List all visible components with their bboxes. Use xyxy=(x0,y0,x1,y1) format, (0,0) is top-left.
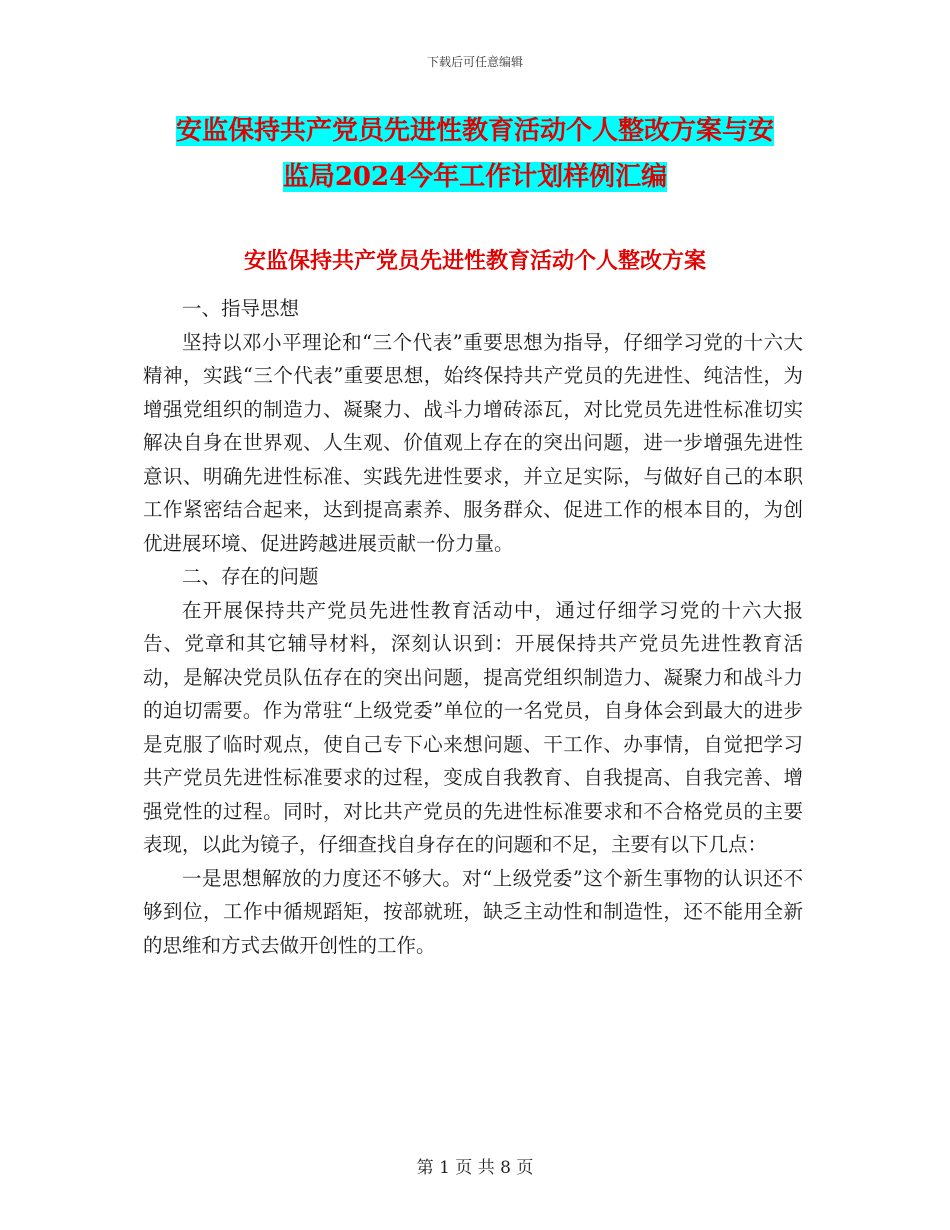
heading-guiding-thought: 一、指导思想 xyxy=(182,297,300,320)
paragraph: 在开展保持共产党员先进性教育活动中，通过仔细学习党的十六大报告、党章和其它辅导材料，深刻认识到：开展保持共产党员先进性教育活动，是解决党员队伍存在的突出问题，提高党组织制造力、凝聚力和战斗力的迫切需要。作为常驻“上级党委”单位的一名党员，自身体会到最大的进步是克服了临时观点，使自己专下心来想问题、干工作、办事情，自觉把学习共产党员先进性标准要求的过程，变成自我教育、自我提高、自我完善、增强党性的过程。同时，对比共产党员的先进性标准要求和不合格党员的主要表现，以此为镜子，仔细查找自身存在的问题和不足，主要有以下几点： xyxy=(143,598,803,856)
title-line-1: 安监保持共产党员先进性教育活动个人整改方案与安 xyxy=(175,116,774,146)
document-body xyxy=(143,292,803,962)
title-line-2: 监局2024今年工作计划样例汇编 xyxy=(282,162,668,192)
paragraph: 一是思想解放的力度还不够大。对“上级党委”这个新生事物的认识还不够到位，工作中循规蹈矩，按部就班，缺乏主动性和制造性，还不能用全新的思维和方式去做开创性的工作。 xyxy=(143,866,803,957)
header-note: 下载后可任意编辑 xyxy=(426,55,523,69)
page-number-footer: 第 1 页 共 8 页 xyxy=(416,1158,534,1178)
heading-existing-problems: 二、存在的问题 xyxy=(182,565,319,588)
paragraph: 坚持以邓小平理论和“三个代表”重要思想为指导，仔细学习党的十六大精神，实践“三个代表”重要思想，始终保持共产党员的先进性、纯洁性，为增强党组织的制造力、凝聚力、战斗力增砖添瓦，对比党员先进性标准切实解决自身在世界观、人生观、价值观上存在的突出问题，进一步增强先进性意识、明确先进性标准、实践先进性要求，并立足实际，与做好自己的本职工作紧密结合起来，达到提高素养、服务群众、促进工作的根本目的，为创优进展环境、促进跨越进展贡献一份力量。 xyxy=(143,330,803,555)
section-title: 安监保持共产党员先进性教育活动个人整改方案 xyxy=(243,248,706,274)
document-title xyxy=(140,108,810,200)
